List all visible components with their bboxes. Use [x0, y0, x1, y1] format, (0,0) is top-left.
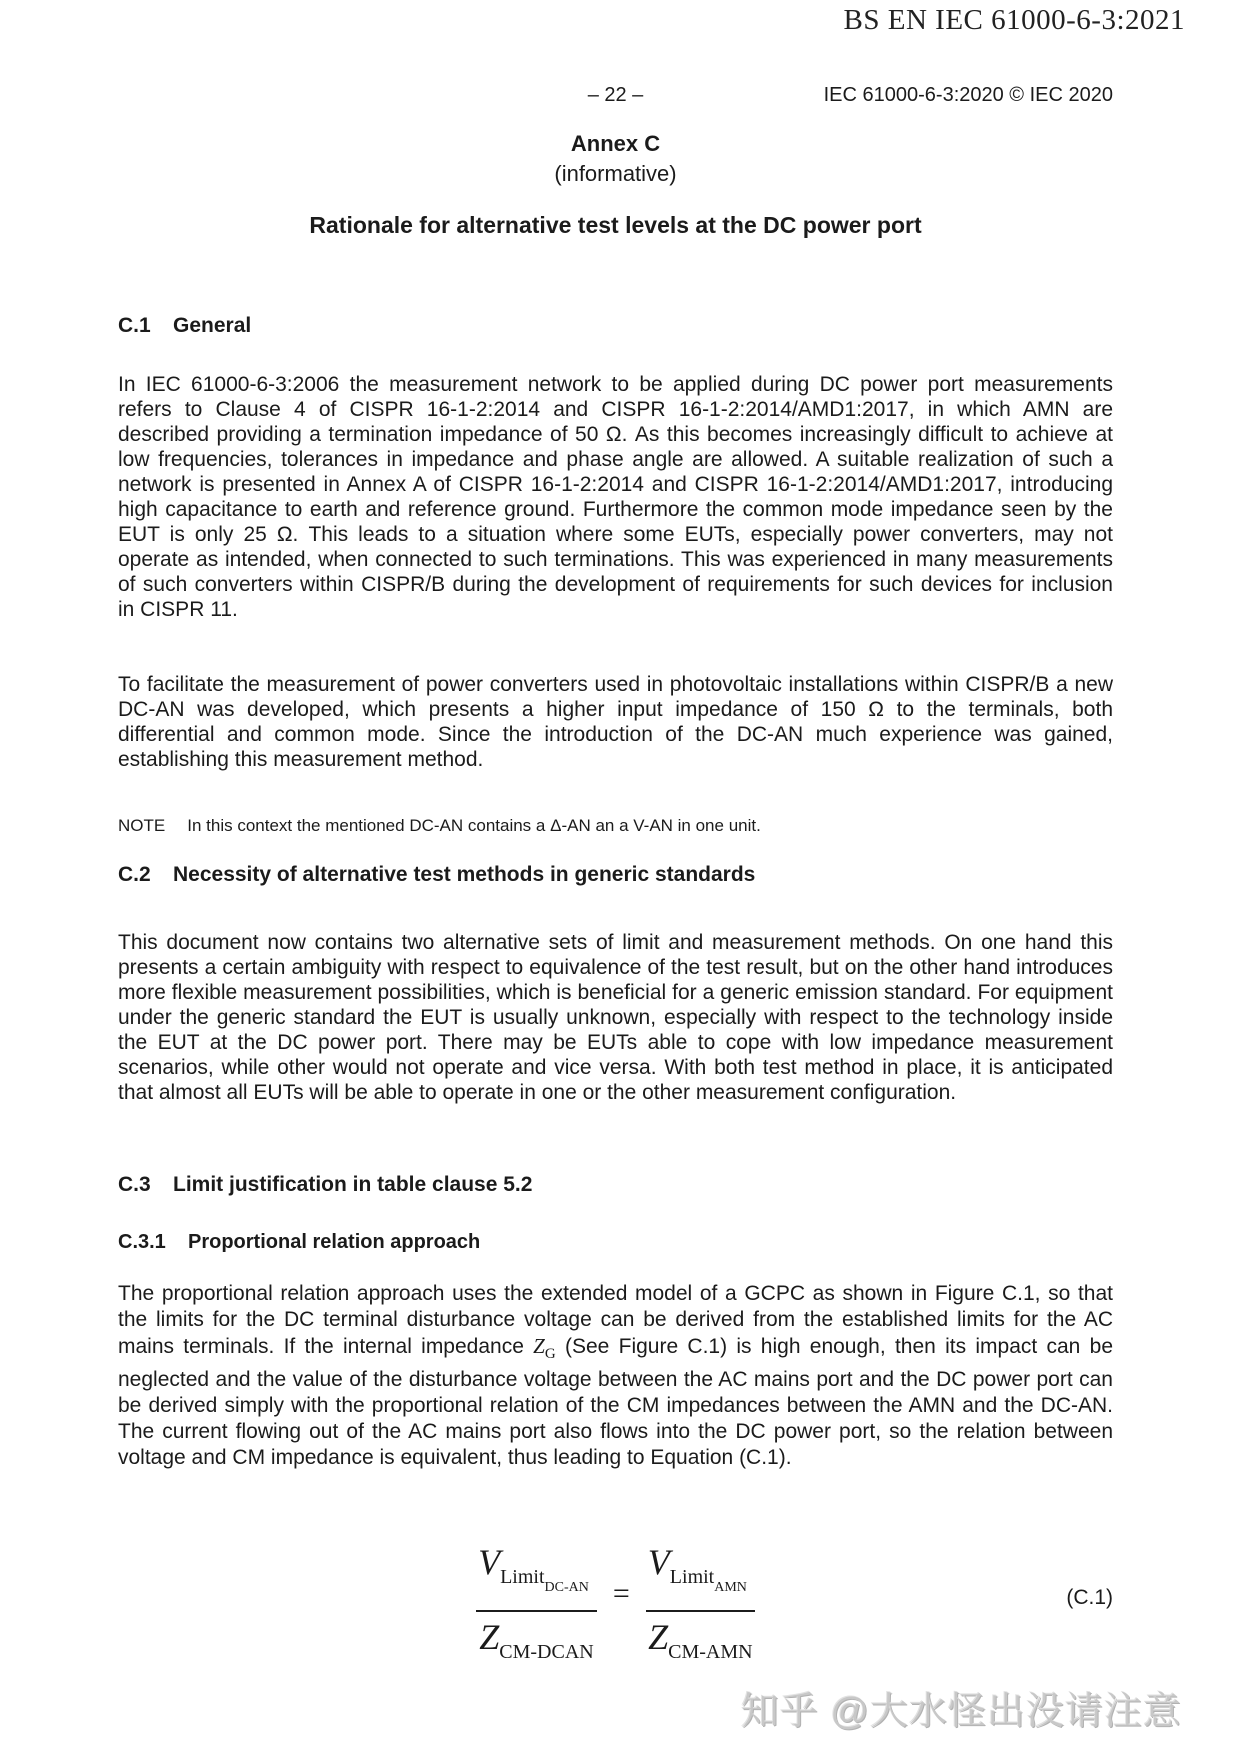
limit-subscript: Limit — [669, 1565, 715, 1588]
fraction-rhs-numerator — [646, 1541, 755, 1612]
fraction-lhs-denominator — [477, 1612, 595, 1664]
page-number: – 22 – — [587, 84, 644, 106]
fraction-rhs-denominator — [646, 1612, 754, 1664]
equation-number-label: (C.1) — [1066, 1586, 1113, 1609]
impedance-subscript-g: G — [544, 1346, 556, 1363]
cm-amn-subscript: CM-AMN — [668, 1640, 753, 1663]
note-text: In this context the mentioned DC-AN contains a Δ-AN an a V-AN in one unit. — [187, 816, 761, 835]
impedance-symbol-z: Z — [533, 1334, 545, 1358]
paragraph-c1-2: To facilitate the measurement of power converters used in photovoltaic installations within CISPR/B a new DC-AN was developed, which presents a higher input impedance of 150 Ω to the terminals, both differential and common mode. Since the introduction of the DC-AN much experience was gained, establishing this measurement method. — [118, 673, 1113, 771]
paragraph-c2: This document now contains two alternative sets of limit and measurement methods. On one hand this presents a certain ambiguity with respect to equivalence of the test result, but on the other hand introduces more flexible measurement possibilities, which is beneficial for a generic emission standard. For equipment under the generic standard the EUT is usually unknown, especially with respect to the technology inside the EUT at the DC power port. There may be EUTs able to cope with low impedance measurement scenarios, while other would not operate and vice versa. With both test method in place, it is anticipated that almost all EUTs will be able to operate in one or the other measurement configuration. — [118, 931, 1113, 1104]
amn-subscript: AMN — [714, 1579, 747, 1595]
section-number: C.3 — [118, 1173, 151, 1196]
section-number: C.2 — [118, 863, 151, 886]
voltage-symbol: V — [478, 1541, 501, 1582]
paragraph-text-after-z: (See Figure C.1) is high enough, then its impact can be neglected and the value of the disturbance voltage between the AC mains port and the DC power port can be derived simply with the proportional relation of the CM impedances between the AMN and the DC-AN. The current flowing out of the AC mains port also flows into the DC power port, so the relation between voltage and CM impedance is equivalent, thus leading to Equation (C.1). — [118, 1335, 1113, 1470]
note-c1 — [118, 815, 1113, 836]
paragraph-c31 — [118, 1281, 1113, 1471]
section-title: General — [173, 314, 252, 337]
paragraph-text-before-z: The proportional relation approach uses the extended model of a GCPC as shown in Figure C.1, so that the limits for the DC terminal disturbance voltage can be derived from the established limits for the AC mains terminals. If the internal impedance — [118, 1282, 1113, 1358]
section-title: Necessity of alternative test methods in generic standards — [173, 863, 756, 886]
section-number: C.3.1 — [118, 1231, 166, 1253]
annex-label: Annex C — [570, 131, 661, 156]
cm-dcan-subscript: CM-DCAN — [499, 1640, 594, 1663]
equation-c1 — [118, 1542, 1113, 1662]
zhihu-watermark: 知乎 @大水怪出没请注意 — [740, 1691, 1182, 1733]
section-title: Limit justification in table clause 5.2 — [173, 1173, 533, 1196]
fraction-lhs — [476, 1541, 597, 1664]
equals-sign: = — [612, 1577, 630, 1610]
document-reference: IEC 61000-6-3:2020 © IEC 2020 — [823, 84, 1113, 106]
section-number: C.1 — [118, 314, 151, 337]
paragraph-c1-1: In IEC 61000-6-3:2006 the measurement network to be applied during DC power port measurements refers to Clause 4 of CISPR 16-1-2:2014 and CISPR 16-1-2:2014/AMD1:2017, in which AMN are described providing a termination impedance of 50 Ω. As this becomes increasingly difficult to achieve at low frequencies, tolerances in impedance and phase angle are allowed. A suitable realization of such a network is presented in Annex A of CISPR 16-1-2:2014 and CISPR 16-1-2:2014/AMD1:2017, introducing high capacitance to earth and reference ground. Furthermore the common mode impedance seen by the EUT is only 25 Ω. This leads to a situation where some EUTs, especially power converters, may not operate as intended, when connected to such terminations. This was experienced in many measurements of such converters within CISPR/B during the development of requirements for such devices for inclusion in CISPR 11. — [118, 373, 1113, 621]
voltage-symbol: V — [647, 1541, 670, 1582]
fraction-lhs-numerator — [476, 1541, 597, 1612]
impedance-symbol: Z — [648, 1616, 669, 1657]
section-heading-c31 — [118, 1231, 1113, 1254]
section-heading-c2 — [118, 863, 1113, 887]
annex-title: Rationale for alternative test levels at the DC power port — [309, 212, 922, 238]
fraction-rhs — [646, 1541, 755, 1664]
limit-subscript: Limit — [500, 1565, 545, 1588]
page-header-row — [118, 84, 1113, 110]
note-label: NOTE — [118, 816, 166, 835]
annex-informative-tag: (informative) — [554, 161, 677, 186]
section-heading-c1 — [118, 314, 1113, 338]
equation-c1-block — [118, 1542, 1113, 1662]
section-title: Proportional relation approach — [188, 1231, 481, 1253]
dcan-subscript: DC-AN — [544, 1579, 589, 1595]
standard-reference-header: BS EN IEC 61000-6-3:2021 — [843, 4, 1185, 36]
section-heading-c3 — [118, 1173, 1113, 1197]
impedance-symbol: Z — [479, 1616, 500, 1657]
